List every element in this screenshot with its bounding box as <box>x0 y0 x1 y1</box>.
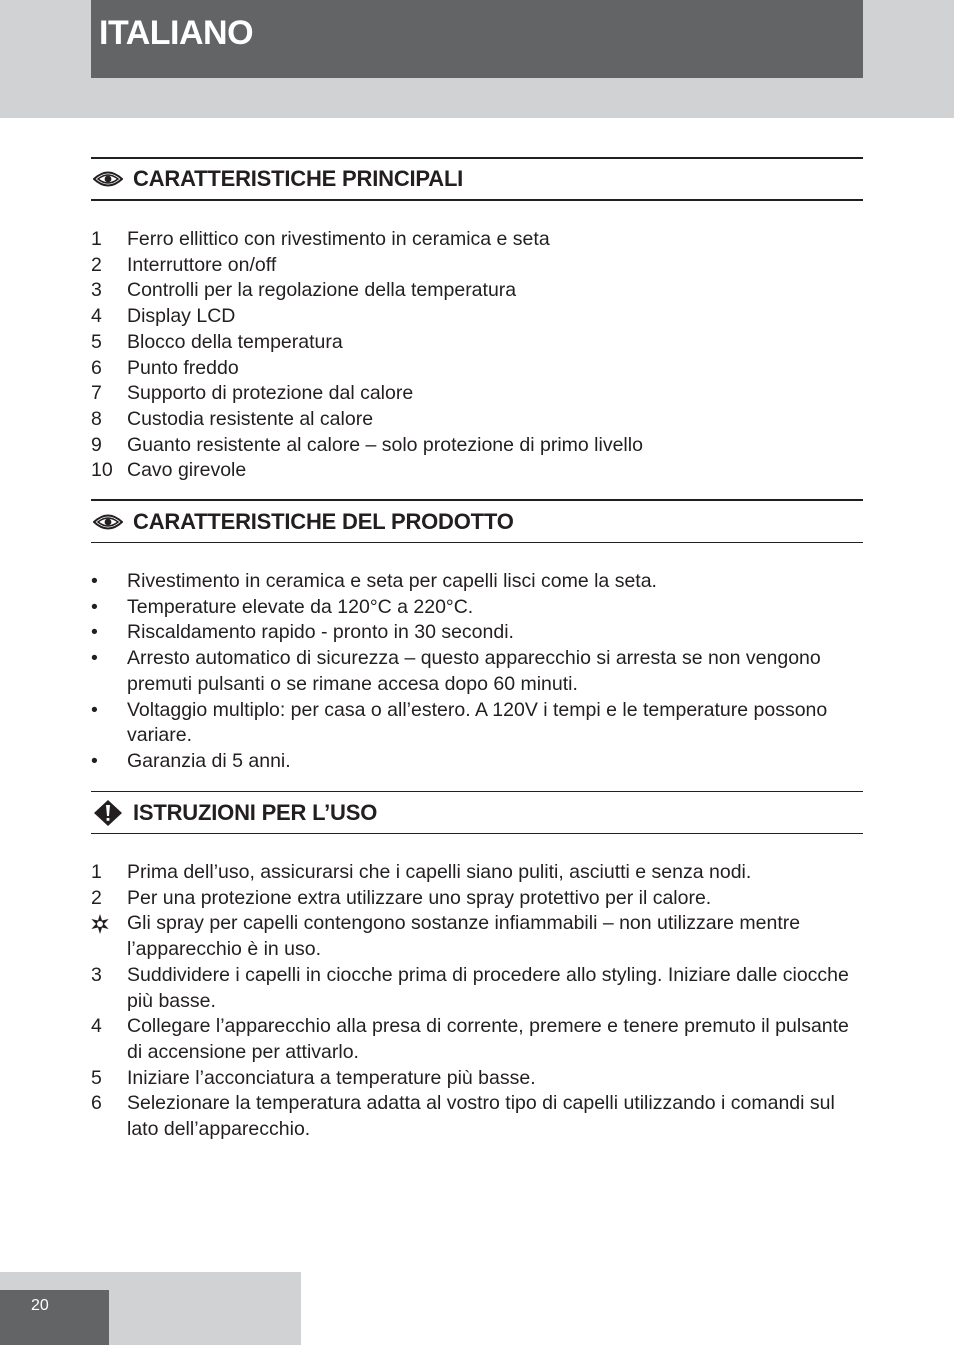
section-instructions <box>91 791 863 1143</box>
instructions-list <box>91 860 863 1143</box>
list-item <box>91 1066 863 1092</box>
bullet-marker: • <box>91 570 98 592</box>
item-number: 2 <box>91 886 102 909</box>
item-number: 1 <box>91 228 102 250</box>
item-text: Display LCD <box>127 305 236 328</box>
item-number: 3 <box>91 279 102 302</box>
list-item <box>91 595 863 621</box>
item-text: Interruttore on/off <box>127 253 277 276</box>
page-number-box <box>0 1290 109 1345</box>
list-item <box>91 433 863 459</box>
item-text: Cavo girevole <box>127 459 247 482</box>
section-title: CARATTERISTICHE DEL PRODOTTO <box>133 508 514 534</box>
section-header <box>91 499 863 543</box>
bullet-marker: • <box>91 621 98 644</box>
list-item <box>91 698 863 749</box>
list-item <box>91 749 863 775</box>
item-number: 4 <box>91 1015 102 1038</box>
item-number: 4 <box>91 305 102 328</box>
item-text: Supporto di protezione dal calore <box>127 382 414 405</box>
item-number: 1 <box>91 861 102 883</box>
item-text: Per una protezione extra utilizzare uno spray protettivo per il calore. <box>127 886 712 909</box>
item-text: Rivestimento in ceramica e seta per capelli lisci come la seta. <box>127 570 657 592</box>
section-product-features <box>91 499 863 775</box>
list-item <box>91 278 863 304</box>
list-item <box>91 330 863 356</box>
item-text: Blocco della temperatura <box>127 330 343 353</box>
item-number: 8 <box>91 407 102 430</box>
bullet-marker: • <box>91 595 98 618</box>
item-text: Gli spray per capelli contengono sostanze infiammabili – non utilizzare mentre l’apparecchio è in uso. <box>127 912 801 961</box>
features-list <box>91 227 863 484</box>
list-item <box>91 620 863 646</box>
diamond-arrow-icon <box>93 801 127 825</box>
item-number: 5 <box>91 1066 102 1089</box>
page-number: 20 <box>31 1297 49 1314</box>
section-header <box>91 791 863 834</box>
list-item <box>91 407 863 433</box>
list-item <box>91 304 863 330</box>
eye-icon <box>93 167 127 191</box>
item-number: 10 <box>91 459 113 482</box>
item-text: Custodia resistente al calore <box>127 407 374 430</box>
list-item <box>91 569 863 595</box>
item-text: Guanto resistente al calore – solo protezione di primo livello <box>127 433 643 456</box>
list-item <box>91 227 863 253</box>
section-title: ISTRUZIONI PER L’USO <box>133 799 378 825</box>
item-number: 7 <box>91 382 102 405</box>
list-item <box>91 1014 863 1065</box>
list-item <box>91 253 863 279</box>
item-text: Controlli per la regolazione della temperatura <box>127 279 517 302</box>
item-number: 9 <box>91 433 102 456</box>
item-text: Suddividere i capelli in ciocche prima di procedere allo styling. Iniziare dalle ciocche più basse. <box>127 963 849 1012</box>
item-number: 6 <box>91 356 102 379</box>
item-text: Collegare l’apparecchio alla presa di corrente, premere e tenere premuto il pulsante di accensione per attivarlo. <box>127 1015 849 1063</box>
list-item <box>91 1091 863 1142</box>
bullet-marker: • <box>91 749 98 772</box>
item-text: Selezionare la temperatura adatta al vostro tipo di capelli utilizzando i comandi sul lato dell’apparecchio. <box>127 1092 835 1141</box>
item-number: 6 <box>91 1092 102 1115</box>
item-text: Ferro ellittico con rivestimento in ceramica e seta <box>127 228 550 250</box>
section-main-features <box>91 157 863 484</box>
product-features-list <box>91 569 863 775</box>
item-text: Temperature elevate da 120°C a 220°C. <box>127 595 474 618</box>
item-text: Garanzia di 5 anni. <box>127 749 291 772</box>
section-title: CARATTERISTICHE PRINCIPALI <box>133 166 464 191</box>
list-item <box>91 356 863 382</box>
item-text: Riscaldamento rapido - pronto in 30 secondi. <box>127 621 514 644</box>
list-item <box>91 458 863 484</box>
item-text: Voltaggio multiplo: per casa o all’estero. A 120V i tempi e le temperature possono variare. <box>127 698 828 747</box>
bullet-marker: • <box>91 647 98 670</box>
warning-star-icon <box>90 914 110 942</box>
item-number: 3 <box>91 963 102 986</box>
item-text: Arresto automatico di sicurezza – questo apparecchio si arresta se non vengono premuti pulsanti o se rimane accesa dopo 60 minuti. <box>127 647 821 695</box>
section-header <box>91 157 863 201</box>
eye-icon <box>93 510 127 534</box>
list-item <box>91 381 863 407</box>
language-title-bar <box>91 0 863 78</box>
list-item <box>91 646 863 697</box>
list-item <box>91 963 863 1014</box>
item-number: 2 <box>91 253 102 276</box>
item-text: Prima dell’uso, assicurarsi che i capelli siano puliti, asciutti e senza nodi. <box>127 861 752 883</box>
list-item <box>91 860 863 886</box>
warning-item <box>91 911 863 962</box>
list-item <box>91 886 863 912</box>
item-text: Iniziare l’acconciatura a temperature più basse. <box>127 1066 536 1089</box>
item-text: Punto freddo <box>127 356 239 379</box>
bullet-marker: • <box>91 698 98 721</box>
page-title: ITALIANO <box>99 14 254 52</box>
item-number: 5 <box>91 330 102 353</box>
